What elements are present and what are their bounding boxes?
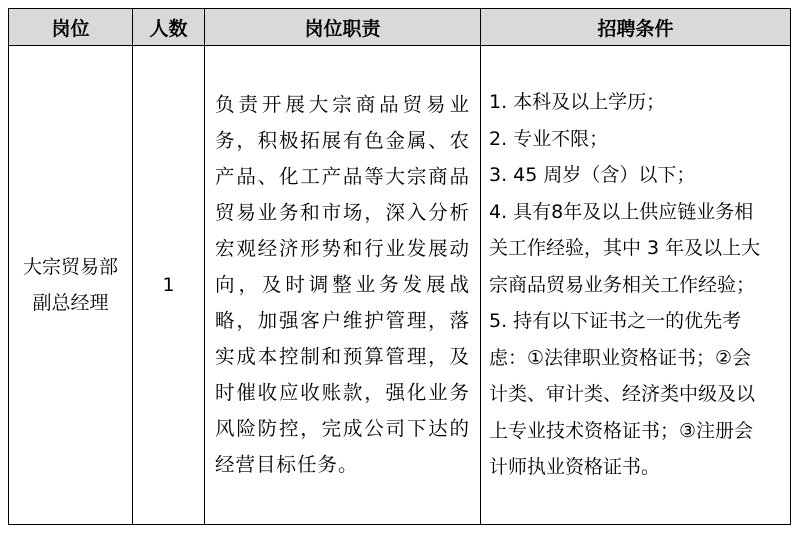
recruitment-table <box>8 8 791 525</box>
requirement-line: 计类、审计类、经济类中级及以 <box>489 383 756 406</box>
requirement-line: 关工作经验，其中 3 年及以上大 <box>489 237 761 260</box>
header-requirements: 招聘条件 <box>481 9 791 46</box>
requirement-line: 3. 45 周岁（含）以下； <box>489 164 696 187</box>
position-cell <box>9 46 133 525</box>
requirement-line: 1. 本科及以上学历； <box>489 91 666 114</box>
header-position: 岗位 <box>9 9 133 46</box>
requirement-line: 计师执业资格证书。 <box>489 456 661 479</box>
requirement-line: 宗商品贸易业务相关工作经验； <box>489 273 756 296</box>
table-row <box>9 46 791 525</box>
requirement-line: 2. 专业不限； <box>489 127 609 150</box>
requirement-line: 上专业技术资格证书；③注册会 <box>489 419 754 442</box>
header-count: 人数 <box>133 9 205 46</box>
requirement-line: 4. 具有8年及以上供应链业务相 <box>489 200 754 223</box>
duties-cell: 负责开展大宗商品贸易业务，积极拓展有色金属、农产品、化工产品等大宗商品贸易业务和市场，深入分析宏观经济形势和行业发展动向，及时调整业务发展战略，加强客户维护管理，落实成本控制和预算管理，及时催收应收账款，强化业务风险防控，完成公司下达的经营目标任务。 <box>205 46 481 525</box>
requirement-line: 5. 持有以下证书之一的优先考 <box>489 310 742 333</box>
header-duties: 岗位职责 <box>205 9 481 46</box>
header-row <box>9 9 791 46</box>
position-text: 大宗贸易部副总经理 <box>22 256 118 314</box>
requirements-cell <box>481 46 791 525</box>
requirement-line: 虑：①法律职业资格证书；②会 <box>489 346 752 369</box>
count-cell: 1 <box>133 46 205 525</box>
